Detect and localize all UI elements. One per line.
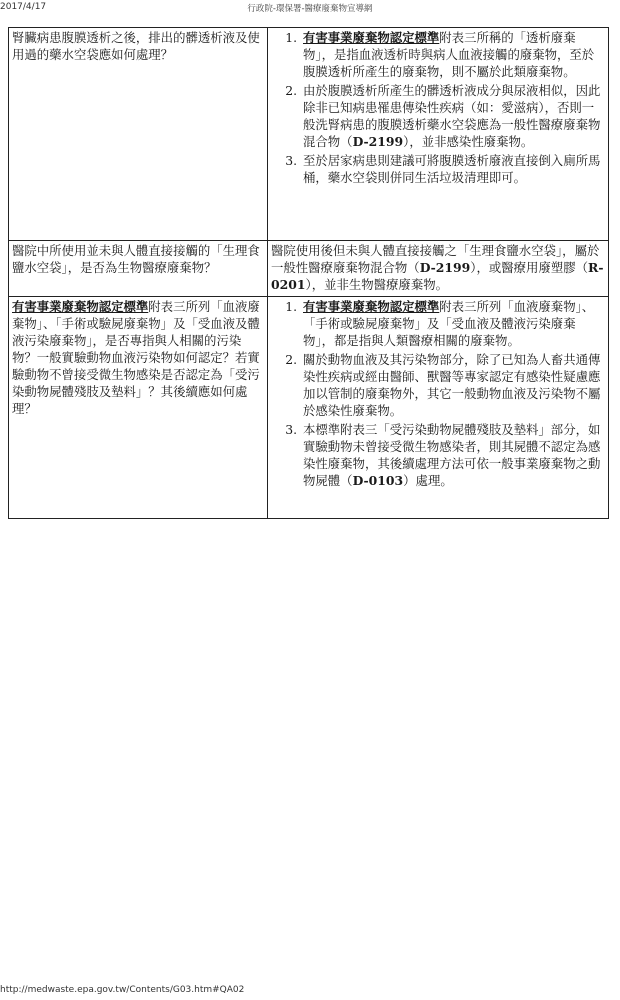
answer-text: 附表三所稱的「透析廢棄物」，是指血液透析時與病人血液接觸的廢棄物，至於腹膜透析所產生的廢棄物，則不屬於此類廢棄物。 (303, 30, 595, 79)
answer-text: 附表三所列「血液廢棄物」、「手術或驗屍廢棄物」及「受血液及體液污染廢棄物」，都是指與人類醫療相關的廢棄物。 (303, 299, 595, 348)
answer-cell (268, 241, 609, 297)
waste-code: D-0103 (352, 473, 404, 488)
print-date: 2017/4/17 (0, 2, 47, 12)
waste-code: D-2199 (419, 260, 471, 275)
answer-text: 由於腹膜透析所產生的髒透析液成分與尿液相似，因此除非已知病患罹患傳染性疾病（如：愛滋病），否則一般洗腎病患的腹膜透析藥水空袋應為一般性醫療廢棄物混合物（ (303, 83, 601, 149)
list-item (301, 29, 605, 80)
answer-text: 至於居家病患則建議可將腹膜透析廢液直接倒入廁所馬桶，藥水空袋則併同生活垃圾清理即可。 (303, 153, 601, 185)
question-text: 腎臟病患腹膜透析之後，排出的髒透析液及使用過的藥水空袋應如何處理？ (12, 30, 260, 62)
answer-text: ）處理。 (403, 473, 453, 488)
question-cell (9, 28, 268, 241)
footer-url: http://medwaste.epa.gov.tw/Contents/G03.htm#QA02 (0, 985, 245, 995)
list-item (301, 351, 605, 419)
list-item (301, 421, 605, 489)
waste-code: R-0201 (271, 260, 604, 292)
answer-cell (268, 28, 609, 241)
answer-list (271, 29, 605, 186)
answer-text: 關於動物血液及其污染物部分，除了已知為人畜共通傳染性疾病或經由醫師、獸醫等專家認定有感染性疑慮應加以管制的廢棄物外，其它一般動物血液及污染物不屬於感染性廢棄物。 (303, 352, 601, 418)
list-item (301, 152, 605, 186)
table-row (9, 297, 609, 519)
answer-text: 醫院使用後但未與人體直接接觸之「生理食鹽水空袋」，屬於一般性醫療廢棄物混合物（ (271, 243, 600, 275)
question-cell (9, 297, 268, 519)
page-header-title: 行政院-環保署-醫療廢棄物宣導網 (247, 4, 373, 14)
answer-list (271, 298, 605, 489)
table-row (9, 241, 609, 297)
standard-name: 有害事業廢棄物認定標準 (12, 299, 149, 314)
list-item (301, 298, 605, 349)
answer-text: ），並非感染性廢棄物。 (403, 134, 534, 149)
question-cell (9, 241, 268, 297)
answer-cell (268, 297, 609, 519)
list-item (301, 82, 605, 150)
waste-code: D-2199 (352, 134, 404, 149)
answer-text: 本標準附表三「受污染動物屍體殘肢及墊料」部分，如實驗動物未曾接受微生物感染者，則其屍體不認定為感染性廢棄物，其後續處理方法可依一般事業廢棄物之動物屍體（ (303, 422, 601, 488)
question-text: 附表三所列「血液廢棄物」、「手術或驗屍廢棄物」及「受血液及體液污染廢棄物」，是否專指與人相關的污染物？一般實驗動物血液污染物如何認定？若實驗動物不曾接受微生物感染是否認定為「受污染動物屍體殘肢及墊料」？其後續應如何處理？ (12, 299, 260, 416)
answer-text: ），並非生物醫療廢棄物。 (305, 277, 448, 292)
answer-text: ），或醫療用廢塑膠（ (470, 260, 589, 275)
table-row (9, 28, 609, 241)
standard-name: 有害事業廢棄物認定標準 (303, 30, 440, 45)
question-text: 醫院中所使用並未與人體直接接觸的「生理食鹽水空袋」，是否為生物醫療廢棄物？ (12, 243, 260, 275)
standard-name: 有害事業廢棄物認定標準 (303, 299, 440, 314)
faq-table (8, 27, 609, 519)
